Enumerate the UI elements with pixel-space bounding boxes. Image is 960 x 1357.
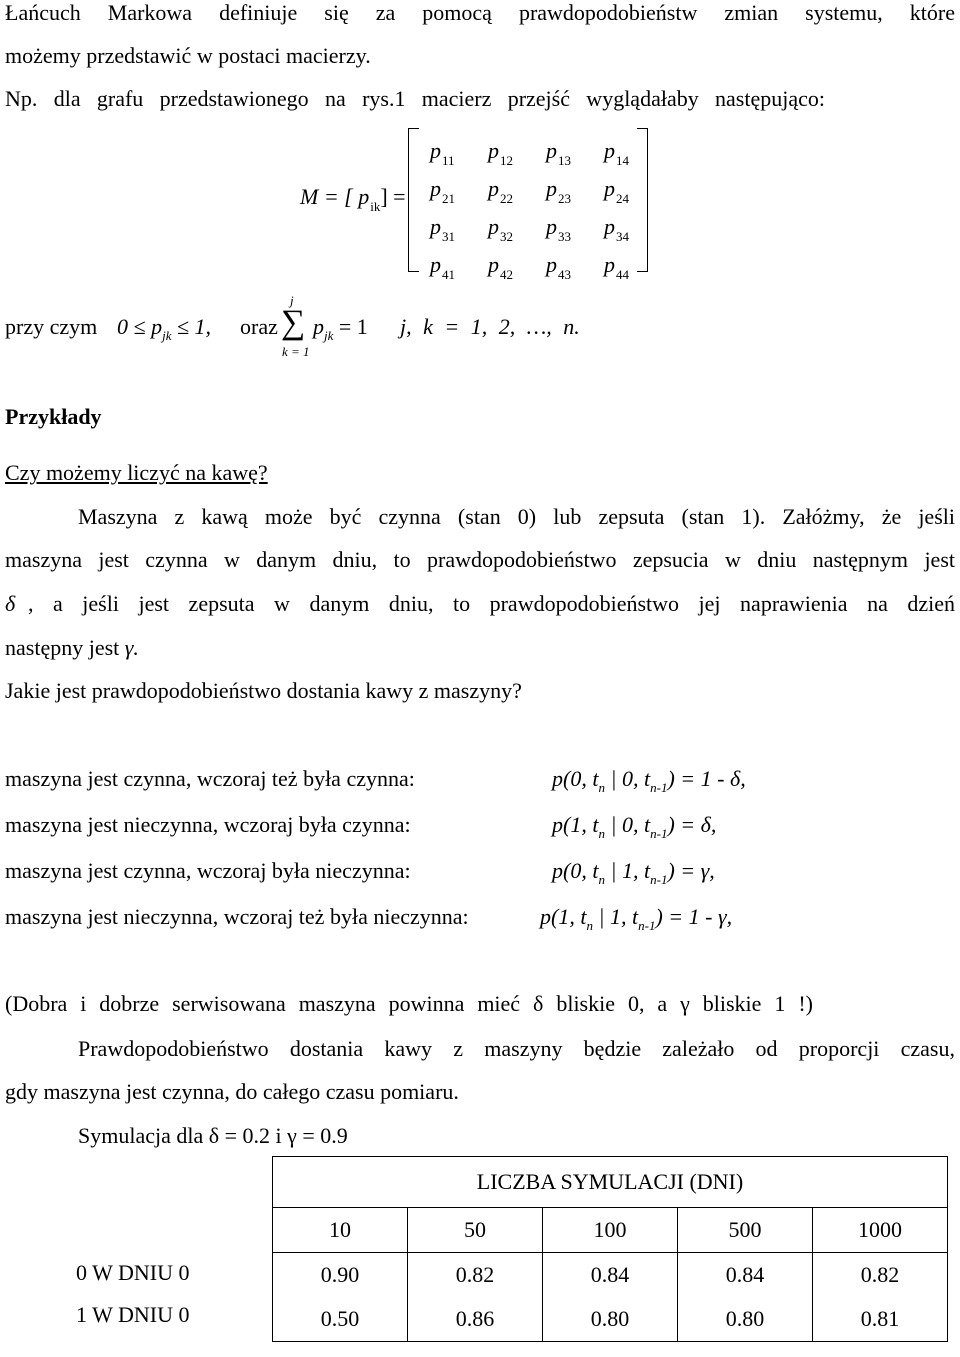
case-formula: p(1, $t_n$ | 1, $t_{n-1}) = 1 - \gamma$, — [540, 904, 733, 933]
case-description: maszyna jest nieczynna, wczoraj też była nieczynna: — [5, 904, 469, 929]
answer-line-1: Prawdopodobieństwo dostania kawy z maszyny będzie zależało od proporcji czasu, — [78, 1036, 955, 1061]
delta-symbol: δ — [5, 591, 16, 616]
example-line-3: , a jeśli jest zepsuta w danym dniu, to prawdopodobieństwo jej naprawienia na dzień — [28, 591, 955, 616]
value-cell: 0.86 — [408, 1297, 543, 1342]
row-label-0: 0 W DNIU 0 — [76, 1260, 190, 1285]
days-cell: 100 — [543, 1208, 678, 1253]
section-heading: Przykłady — [5, 404, 102, 429]
matrix-cell: $p_{11}$ — [430, 138, 455, 168]
matrix-cell: $p_{12}$ — [488, 138, 513, 168]
simulation-label: Symulacja dla δ = 0.2 i γ = 0.9 — [78, 1123, 348, 1148]
matrix-left-bracket — [408, 128, 419, 272]
table-row — [273, 1253, 948, 1298]
sum-sign: ∑ — [281, 304, 306, 341]
days-cell: 50 — [408, 1208, 543, 1253]
matrix-cell: $p_{32}$ — [488, 214, 513, 244]
matrix-cell: $p_{44}$ — [604, 252, 629, 282]
answer-line-2: gdy maszyna jest czynna, do całego czasu pomiaru. — [5, 1079, 459, 1104]
matrix-cell: $p_{14}$ — [604, 138, 629, 168]
sum-term: $p_{jk} = 1$ — [313, 314, 368, 343]
matrix-cell: $p_{22}$ — [488, 176, 513, 206]
table-header: LICZBA SYMULACJI (DNI) — [273, 1157, 948, 1208]
table-header-row — [273, 1157, 948, 1208]
matrix-cell: $p_{24}$ — [604, 176, 629, 206]
condition-indices: j, k = 1, 2, …, n. — [400, 314, 580, 339]
value-cell: 0.80 — [543, 1297, 678, 1342]
sum-upper-limit: j — [290, 293, 294, 308]
matrix-cell: $p_{42}$ — [488, 252, 513, 282]
days-cell: 10 — [273, 1208, 408, 1253]
sum-lower-limit: k = 1 — [282, 344, 310, 359]
case-formula: p(0, $t_n$ | 0, $t_{n-1}) = 1 - \delta$, — [552, 766, 746, 795]
condition-oraz: oraz — [240, 314, 278, 339]
days-cell: 1000 — [813, 1208, 948, 1253]
case-description: maszyna jest czynna, wczoraj była nieczynna: — [5, 858, 411, 883]
example-line-2: maszyna jest czynna w danym dniu, to prawdopodobieństwo zepsucia w dniu następnym jest — [5, 547, 955, 572]
intro-line-2: możemy przedstawić w postaci macierzy. — [5, 43, 371, 68]
value-cell: 0.50 — [273, 1297, 408, 1342]
matrix-cell: $p_{13}$ — [546, 138, 571, 168]
value-cell: 0.90 — [273, 1253, 408, 1298]
intro-line-1: Łańcuch Markowa definiuje się za pomocą prawdopodobieństw zmian systemu, które — [5, 0, 955, 25]
matrix-cell: $p_{34}$ — [604, 214, 629, 244]
example-question: Czy możemy liczyć na kawę? — [5, 460, 268, 485]
matrix-cell: $p_{33}$ — [546, 214, 571, 244]
value-cell: 0.80 — [678, 1297, 813, 1342]
case-description: maszyna jest nieczynna, wczoraj była czynna: — [5, 812, 411, 837]
table-row — [273, 1297, 948, 1342]
table-days-row — [273, 1208, 948, 1253]
example-line-1: Maszyna z kawą może być czynna (stan 0) lub zepsuta (stan 1). Załóżmy, że jeśli — [78, 504, 955, 529]
intro-line-3: Np. dla grafu przedstawionego na rys.1 macierz przejść wyglądałaby następująco: — [5, 86, 825, 111]
matrix-cell: $p_{23}$ — [546, 176, 571, 206]
matrix-right-bracket — [637, 128, 648, 272]
simulation-table — [272, 1156, 948, 1342]
matrix-cell: $p_{43}$ — [546, 252, 571, 282]
value-cell: 0.82 — [408, 1253, 543, 1298]
case-formula: p(0, $t_n$ | 1, $t_{n-1}) = \gamma$, — [552, 858, 715, 887]
value-cell: 0.84 — [678, 1253, 813, 1298]
row-label-1: 1 W DNIU 0 — [76, 1302, 190, 1327]
example-line-4: następny jest γ. — [5, 635, 139, 660]
matrix-cell: $p_{21}$ — [430, 176, 455, 206]
condition-inequality: $0 \le p_{jk} \le 1$, — [117, 314, 212, 343]
condition-prefix: przy czym — [5, 314, 98, 339]
note: (Dobra i dobrze serwisowana maszyna powinna mieć δ bliskie 0, a γ bliskie 1 !) — [5, 991, 813, 1016]
value-cell: 0.81 — [813, 1297, 948, 1342]
value-cell: 0.82 — [813, 1253, 948, 1298]
case-formula: p(1, $t_n$ | 0, $t_{n-1}) = \delta$, — [552, 812, 717, 841]
matrix-cell: $p_{31}$ — [430, 214, 455, 244]
matrix-cell: $p_{41}$ — [430, 252, 455, 282]
value-cell: 0.84 — [543, 1253, 678, 1298]
days-cell: 500 — [678, 1208, 813, 1253]
case-description: maszyna jest czynna, wczoraj też była czynna: — [5, 766, 415, 791]
example-question-2: Jakie jest prawdopodobieństwo dostania kawy z maszyny? — [5, 678, 522, 703]
matrix-lhs: M = [ $p_{ik}$] = — [300, 184, 406, 214]
